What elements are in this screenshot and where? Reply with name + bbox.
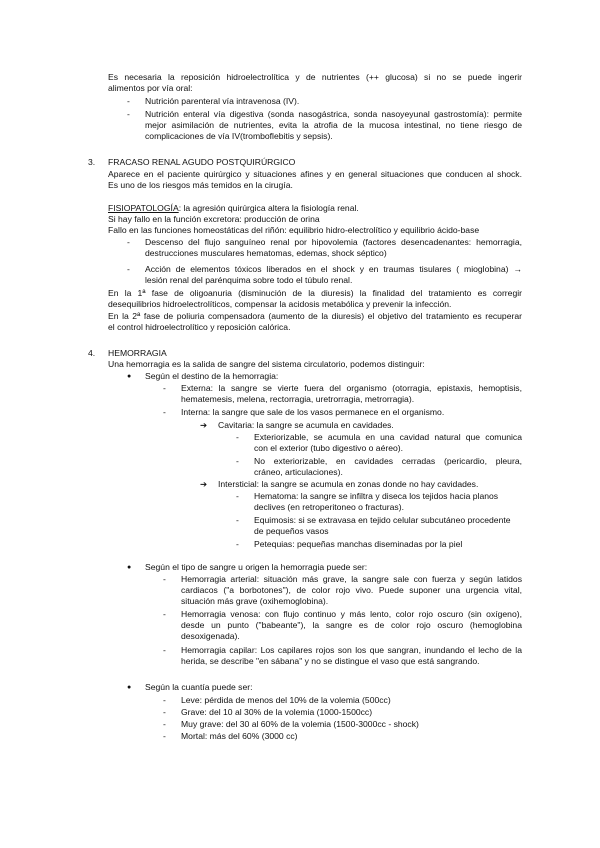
fisiopatologia-text: : la agresión quirúrgica altera la fisiología renal.: [178, 203, 359, 213]
arrow-icon: ➔: [200, 479, 208, 489]
paragraph: Una hemorragia es la salida de sangre del sistema circulatorio, podemos distinguir:: [108, 359, 425, 369]
list-item: Hemorragia venosa: con flujo continuo y más lento, color rojo oscuro (sin oxígeno),: [181, 609, 522, 619]
list-item: lesión renal del parénquima sobre todo el túbulo renal.: [145, 275, 353, 285]
subsection-title: Según el destino de la hemorragia:: [145, 371, 279, 381]
list-item: Nutrición parenteral vía intravenosa (IV).: [145, 96, 300, 106]
list-item: hematemesis, melena, rectorragia, uretrorragia, metrorragia).: [181, 394, 415, 404]
list-item: Grave: del 10 al 30% de la volemia (1000-1500cc): [181, 707, 373, 717]
fisiopatologia-line: [108, 203, 359, 214]
list-item: Hemorragia capilar: Los capilares rojos son los que sangran, inundando el lecho de la: [181, 645, 522, 655]
list-item: Intersticial: la sangre se acumula en zonas donde no hay cavidades.: [218, 479, 479, 489]
dash-marker: -: [236, 515, 239, 525]
paragraph: Aparece en el paciente quirúrgico y situaciones afines y en general situaciones que conducen al shock.: [108, 169, 522, 179]
list-item: desde un punto ("babeante"), la sangre es de color rojo oscuro (hemoglobina: [181, 620, 522, 630]
dash-marker: -: [163, 695, 166, 705]
paragraph: Fallo en las funciones homeostáticas del riñón: equilibrio hidro-electrolítico y equilibrio ácido-base: [108, 225, 480, 235]
list-item: Exteriorizable, se acumula en una cavidad natural que comunica: [254, 432, 522, 442]
list-item: Nutrición enteral vía digestiva (sonda nasogástrica, sonda nasoyeyunal gastrostomía): permite: [145, 109, 522, 119]
list-item: Interna: la sangre que sale de los vasos permanece en el organismo.: [181, 407, 445, 417]
bullet-marker: ●: [127, 684, 132, 691]
section-title: FRACASO RENAL AGUDO POSTQUIRÚRGICO: [108, 157, 296, 167]
list-item: situación más grave (oxihemoglobina).: [181, 596, 329, 606]
list-item: Hematoma: la sangre se infiltra y diseca los tejidos hacia planos: [254, 491, 499, 501]
list-item: mejor asimilación de nutrientes, evita la atrofia de la mucosa intestinal, no tiene riesgo de: [145, 120, 522, 130]
list-item: destrucciones musculares hematomas, edemas, shock séptico): [145, 248, 387, 258]
subsection-title: Según el tipo de sangre u origen la hemorragia puede ser:: [145, 562, 368, 572]
list-item: complicaciones de vía IV(tromboflebitis y sepsis).: [145, 131, 333, 141]
dash-marker: -: [127, 109, 130, 119]
list-item: Hemorragia arterial: situación más grave, la sangre sale con fuerza y según latidos: [181, 574, 522, 584]
list-item: Petequias: pequeñas manchas diseminadas por la piel: [254, 539, 463, 549]
dash-marker: -: [163, 609, 166, 619]
paragraph: En la 2ª fase de poliuria compensadora (aumento de la diuresis) el objetivo del tratamiento es recuperar: [108, 311, 522, 321]
dash-marker: -: [163, 407, 166, 417]
paragraph: En la 1ª fase de oligoanuria (disminución de la diuresis) la finalidad del tratamiento es corregir: [108, 288, 522, 298]
list-item: cráneo, articulaciones).: [254, 467, 343, 477]
list-item: de pequeños vasos: [254, 526, 329, 536]
dash-marker: -: [127, 96, 130, 106]
list-item: con el exterior (tubo digestivo o aéreo).: [254, 443, 404, 453]
list-item: herida, se describe "en sábana" y no se distingue el vaso que está sangrando.: [181, 656, 480, 666]
bullet-marker: ●: [127, 564, 132, 571]
fisiopatologia-label: FISIOPATOLOGÍA: [108, 203, 179, 213]
intro-line-1: Es necesaria la reposición hidroelectrolítica y de nutrientes (++ glucosa) si no se puede ingerir: [108, 72, 522, 82]
subsection-title: Según la cuantía puede ser:: [145, 682, 253, 692]
list-item: Descenso del flujo sanguíneo renal por hipovolemia (factores desencadenantes: hemorragia,: [145, 237, 522, 247]
section-title: HEMORRAGIA: [108, 348, 167, 358]
dash-marker: -: [236, 432, 239, 442]
list-item: cardiacos ("a borbotones"), de color rojo vivo. Puede suponer una urgencia vital,: [181, 585, 522, 595]
list-item: Muy grave: del 30 al 60% de la volemia (1500-3000cc - shock): [181, 719, 419, 729]
list-item: declives (en retroperitoneo o fracturas).: [254, 502, 404, 512]
dash-marker: -: [163, 645, 166, 655]
dash-marker: -: [236, 456, 239, 466]
paragraph: desequilibrios hidroelectrolíticos, compensar la acidosis metabólica y prevenir la infección.: [108, 299, 452, 309]
dash-marker: -: [236, 491, 239, 501]
dash-marker: -: [163, 719, 166, 729]
list-item: Equimosis: si se extravasa en tejido celular subcutáneo procedente: [254, 515, 511, 525]
dash-marker: -: [163, 731, 166, 741]
list-item: desoxigenada).: [181, 631, 240, 641]
paragraph: Es uno de los riesgos más temidos en la cirugía.: [108, 180, 293, 190]
list-item: Cavitaria: la sangre se acumula en cavidades.: [218, 420, 394, 430]
dash-marker: -: [163, 383, 166, 393]
dash-marker: -: [127, 264, 130, 274]
list-item: Mortal: más del 60% (3000 cc): [181, 731, 298, 741]
section-number: 4.: [88, 348, 96, 358]
list-item: Acción de elementos tóxicos liberados en el shock y en traumas tisulares ( mioglobina) →: [145, 264, 522, 274]
bullet-marker: ●: [127, 373, 132, 380]
dash-marker: -: [127, 237, 130, 247]
list-item: Externa: la sangre se vierte fuera del organismo (otorragia, epistaxis, hemoptisis,: [181, 383, 522, 393]
paragraph: el control hidroelectrolítico y reposición calórica.: [108, 322, 291, 332]
dash-marker: -: [163, 574, 166, 584]
dash-marker: -: [163, 707, 166, 717]
paragraph: Si hay fallo en la función excretora: producción de orina: [108, 214, 320, 224]
section-number: 3.: [88, 157, 96, 167]
list-item: Leve: pérdida de menos del 10% de la volemia (500cc): [181, 695, 391, 705]
dash-marker: -: [236, 539, 239, 549]
arrow-icon: ➔: [200, 420, 208, 430]
intro-line-2: alimentos por vía oral:: [108, 83, 193, 93]
list-item: No exteriorizable, en cavidades cerradas (pericardio, pleura,: [254, 456, 522, 466]
